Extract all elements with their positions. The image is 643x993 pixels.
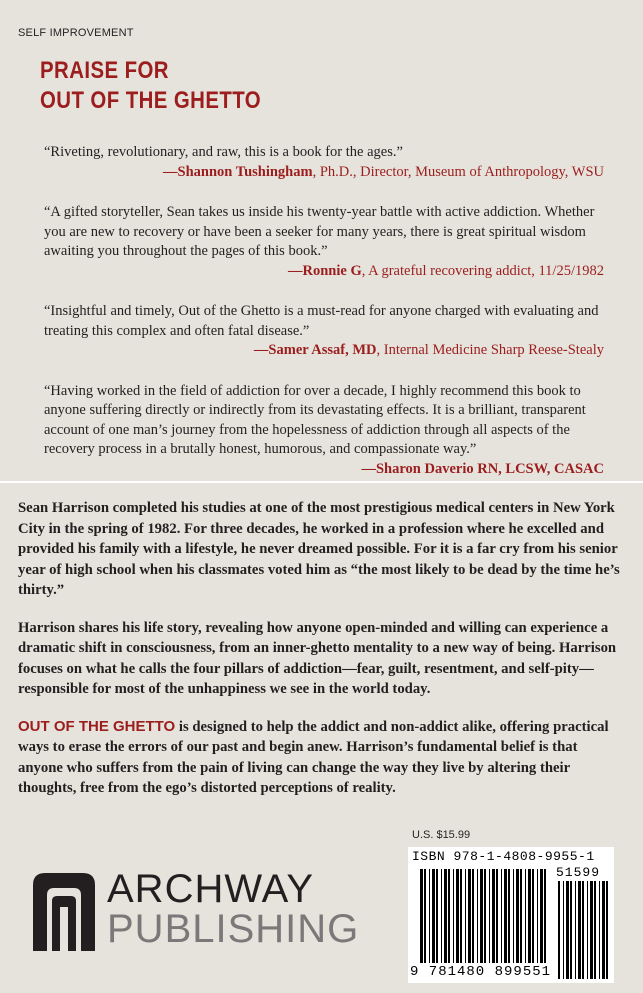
barcode (408, 847, 614, 983)
publisher-name-line1: ARCHWAY (107, 867, 314, 911)
quote (44, 143, 604, 182)
barcode-bars-icon (408, 847, 614, 983)
description-paragraph-3 (18, 717, 626, 799)
quote-text: “A gifted storyteller, Sean takes us inside his twenty-year battle with active addiction. Whether you are new to recovery or have been a seeker for many years, there is great spiritual wisdom awaiting you throughout the pages of this book.” (44, 204, 595, 259)
quote-text: “Insightful and timely, Out of the Ghetto is a must-read for anyone charged with evaluating and treating this complex and often fatal disease.” (44, 303, 599, 339)
description-paragraph-2: Harrison shares his life story, revealing how anyone open-minded and willing can experience a dramatic shift in consciousness, from an inner-ghetto mentality to a new way of being. Harrison focuses on what he calls the four pillars of addiction—fear, guilt, resentment, and self-pity—responsible for most of the unhappiness we see in the world today. (18, 619, 617, 697)
isbn-label: ISBN 978-1-4808-9955-1 (412, 849, 595, 864)
ean-number: 9 781480 899551 (410, 964, 552, 980)
quote-author: —Ronnie G (288, 262, 362, 279)
quote-author-role: , Ph.D., Director, Museum of Anthropology, WSU (312, 163, 604, 180)
quote (44, 382, 604, 480)
quote-text: “Riveting, revolutionary, and raw, this is a book for the ages.” (44, 144, 403, 160)
praise-heading-line1: PRAISE FOR (40, 57, 169, 84)
quote-attribution (44, 163, 604, 183)
quote (44, 302, 604, 361)
praise-quotes (44, 143, 604, 479)
price-label: U.S. $15.99 (412, 829, 471, 841)
description-paragraph-1: Sean Harrison completed his studies at one of the most prestigious medical centers in New York City in the spring of 1982. For three decades, he worked in a profession where he excelled and provided his family with a lifestyle, he never dreamed possible. For it is a far cry from his senior year of high school when his classmates voted him as “the most likely to be dead by the time he’s thirty.” (18, 500, 620, 598)
archway-arch-icon (33, 871, 95, 951)
quote-attribution (44, 341, 604, 361)
praise-heading (40, 56, 261, 116)
quote-author: —Samer Assaf, MD (253, 342, 377, 358)
publisher-name-line2: PUBLISHING (107, 907, 360, 951)
quote-attribution (44, 262, 604, 282)
book-title-inline: OUT OF THE GHETTO (18, 717, 176, 735)
quote-author-role: , A grateful recovering addict, 11/25/1982 (361, 262, 604, 279)
quote-author: —Sharon Daverio RN, LCSW, CASAC (361, 460, 604, 477)
book-description (18, 498, 626, 816)
quote-attribution (44, 460, 604, 480)
praise-heading-line2: OUT OF THE GHETTO (40, 87, 262, 114)
category-label: SELF IMPROVEMENT (18, 27, 134, 39)
quote (44, 203, 604, 281)
quote-text: “Having worked in the field of addiction for over a decade, I highly recommend this book to anyone suffering directly or indirectly from its devastating effects. It is a brilliant, transparent account of one man’s journey from the hopelessness of addiction through all aspects of the recovery process in a brutally honest, humorous, and compassionate way.” (44, 382, 586, 457)
description-paragraph-3-text: is designed to help the addict and non-addict alike, offering practical ways to erase the errors of our past and begin anew. Harrison’s fundamental belief is that anyone who suffers from the pain of living can change the way they live by altering their thoughts, free from the ego’s distorted perceptions of reality. (18, 718, 609, 796)
quote-author-role: , Internal Medicine Sharp Reese-Stealy (376, 342, 604, 358)
quote-author: —Shannon Tushingham (163, 163, 313, 180)
section-divider (0, 481, 643, 483)
barcode-addon-number: 51599 (556, 865, 601, 880)
